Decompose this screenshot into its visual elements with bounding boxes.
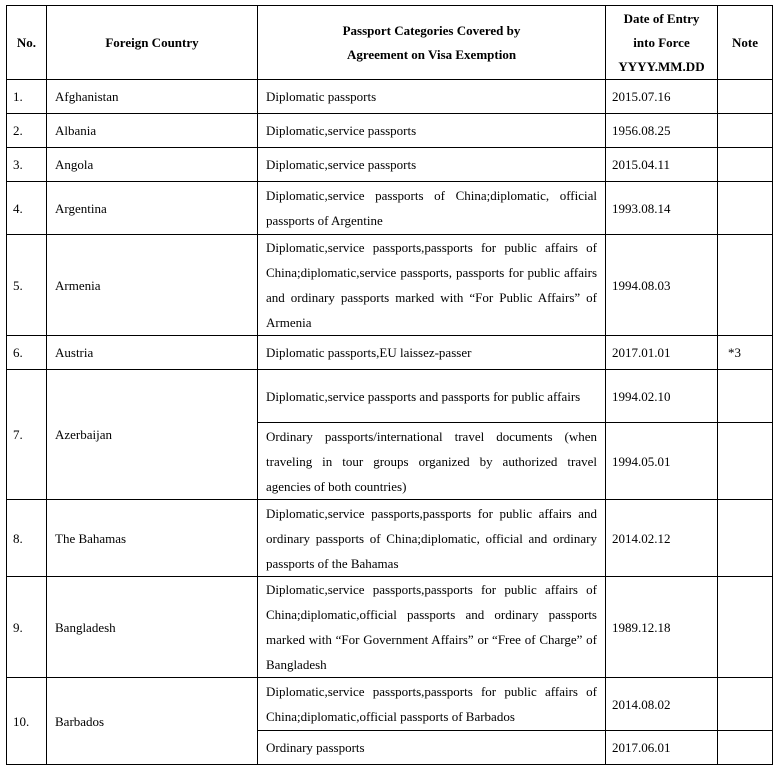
row-no: 7. — [7, 370, 47, 500]
row-category: Diplomatic,service passports — [258, 148, 606, 182]
row-no: 4. — [7, 182, 47, 235]
table-row — [7, 148, 773, 182]
table-row — [7, 500, 773, 577]
row-country: The Bahamas — [47, 500, 258, 577]
header-country: Foreign Country — [47, 6, 258, 80]
row-country: Afghanistan — [47, 80, 258, 114]
table-row — [7, 80, 773, 114]
header-categories: Passport Categories Covered by Agreement on Visa Exemption — [258, 6, 606, 80]
row-note — [718, 423, 773, 500]
table-row — [7, 370, 773, 423]
row-no: 5. — [7, 235, 47, 336]
row-date: 1994.05.01 — [606, 423, 718, 500]
visa-exemption-table — [6, 5, 773, 765]
row-note — [718, 577, 773, 678]
table-row — [7, 235, 773, 336]
row-country: Argentina — [47, 182, 258, 235]
row-category: Diplomatic,service passports and passports for public affairs — [258, 370, 606, 423]
row-date: 2014.08.02 — [606, 678, 718, 731]
row-category: Ordinary passports/international travel documents (when traveling in tour groups organized by authorized travel agencies of both countries) — [258, 423, 606, 500]
row-note — [718, 182, 773, 235]
row-category: Diplomatic,service passports,passports for public affairs and ordinary passports of China;diplomatic, official and ordinary passports of the Bahamas — [258, 500, 606, 577]
row-date: 2015.04.11 — [606, 148, 718, 182]
row-country: Angola — [47, 148, 258, 182]
row-date: 2014.02.12 — [606, 500, 718, 577]
table-row — [7, 114, 773, 148]
row-no: 3. — [7, 148, 47, 182]
row-category: Diplomatic,service passports,passports for public affairs of China;diplomatic,official passports and ordinary passports marked with “For Government Affairs” or “Free of Charge” of Bangladesh — [258, 577, 606, 678]
row-note — [718, 148, 773, 182]
row-country: Barbados — [47, 678, 258, 765]
row-no: 8. — [7, 500, 47, 577]
row-category: Diplomatic,service passports of China;diplomatic, official passports of Argentine — [258, 182, 606, 235]
row-country: Austria — [47, 336, 258, 370]
row-no: 10. — [7, 678, 47, 765]
row-date: 1993.08.14 — [606, 182, 718, 235]
row-category: Diplomatic passports — [258, 80, 606, 114]
header-date: Date of Entry into Force YYYY.MM.DD — [606, 6, 718, 80]
row-date: 1956.08.25 — [606, 114, 718, 148]
table-row — [7, 577, 773, 678]
row-country: Albania — [47, 114, 258, 148]
row-note — [718, 500, 773, 577]
row-category: Diplomatic,service passports,passports for public affairs of China;diplomatic,service passports, passports for public affairs and ordinary passports marked with “For Public Affairs” of Armenia — [258, 235, 606, 336]
row-note — [718, 235, 773, 336]
row-note — [718, 678, 773, 731]
row-category: Diplomatic,service passports,passports for public affairs of China;diplomatic,official passports of Barbados — [258, 678, 606, 731]
row-note: *3 — [718, 336, 773, 370]
row-category: Diplomatic passports,EU laissez-passer — [258, 336, 606, 370]
row-note — [718, 370, 773, 423]
row-date: 1994.02.10 — [606, 370, 718, 423]
row-no: 6. — [7, 336, 47, 370]
row-date: 2017.01.01 — [606, 336, 718, 370]
header-row — [7, 6, 773, 80]
row-no: 1. — [7, 80, 47, 114]
table-row — [7, 678, 773, 731]
header-note: Note — [718, 6, 773, 80]
row-country: Azerbaijan — [47, 370, 258, 500]
row-category: Ordinary passports — [258, 731, 606, 765]
row-no: 9. — [7, 577, 47, 678]
row-note — [718, 80, 773, 114]
header-no: No. — [7, 6, 47, 80]
row-date: 2017.06.01 — [606, 731, 718, 765]
row-category: Diplomatic,service passports — [258, 114, 606, 148]
row-note — [718, 114, 773, 148]
row-country: Bangladesh — [47, 577, 258, 678]
table-row — [7, 182, 773, 235]
row-no: 2. — [7, 114, 47, 148]
row-date: 1994.08.03 — [606, 235, 718, 336]
table-row — [7, 336, 773, 370]
row-country: Armenia — [47, 235, 258, 336]
row-date: 1989.12.18 — [606, 577, 718, 678]
row-date: 2015.07.16 — [606, 80, 718, 114]
row-note — [718, 731, 773, 765]
